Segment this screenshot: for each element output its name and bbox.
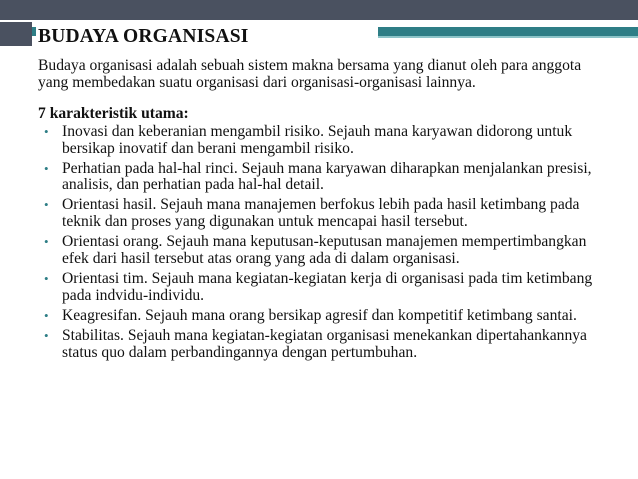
slide-title: BUDAYA ORGANISASI [38,26,249,47]
characteristic-text: Perhatian pada hal-hal rinci. Sejauh mana karyawan diharapkan menjalankan presisi, analisis, dan perhatian pada hal-hal detail. [62,159,592,194]
accent-stripe-right [378,27,638,36]
bullet-icon: • [44,123,49,139]
characteristic-text: Inovasi dan keberanian mengambil risiko. Sejauh mana karyawan didorong untuk bersikap inovatif dan berani mengambil risiko. [62,122,573,157]
slide-content [38,58,598,365]
accent-left-block [0,22,32,46]
characteristic-text: Stabilitas. Sejauh mana kegiatan-kegiatan organisasi menekankan dipertahankannya status quo dalam perbandingannya dengan pertumbuhan. [62,326,587,361]
characteristic-text: Orientasi orang. Sejauh mana keputusan-keputusan manajemen mempertimbangkan efek dari hasil tersebut atas orang yang ada di dalam organisasi. [62,233,587,268]
characteristic-item [38,197,598,231]
characteristic-item [38,234,598,268]
characteristic-item [38,124,598,158]
bullet-icon: • [44,307,49,323]
intro-paragraph: Budaya organisasi adalah sebuah sistem makna bersama yang dianut oleh para anggota yang membedakan suatu organisasi dari organisasi-organisasi lainnya. [38,57,582,91]
characteristics-list [38,124,598,362]
characteristic-item [38,271,598,305]
characteristics-heading: 7 karakteristik utama: [38,104,189,122]
accent-line-right [378,36,638,38]
characteristic-item [38,328,598,362]
characteristic-item [38,308,598,325]
accent-stripe-left [32,27,36,36]
characteristic-text: Keagresifan. Sejauh mana orang bersikap agresif dan kompetitif ketimbang santai. [62,306,577,324]
top-decorative-bar [0,0,638,20]
bullet-icon: • [44,160,49,176]
bullet-icon: • [44,327,49,343]
bullet-icon: • [44,197,49,213]
characteristic-text: Orientasi hasil. Sejauh mana manajemen berfokus lebih pada hasil ketimbang pada teknik dan proses yang digunakan untuk mencapai hasil tersebut. [62,196,580,231]
characteristic-item [38,161,598,195]
bullet-icon: • [44,234,49,250]
bullet-icon: • [44,270,49,286]
characteristic-text: Orientasi tim. Sejauh mana kegiatan-kegiatan kerja di organisasi pada tim ketimbang pada indvidu-individu. [62,269,593,304]
